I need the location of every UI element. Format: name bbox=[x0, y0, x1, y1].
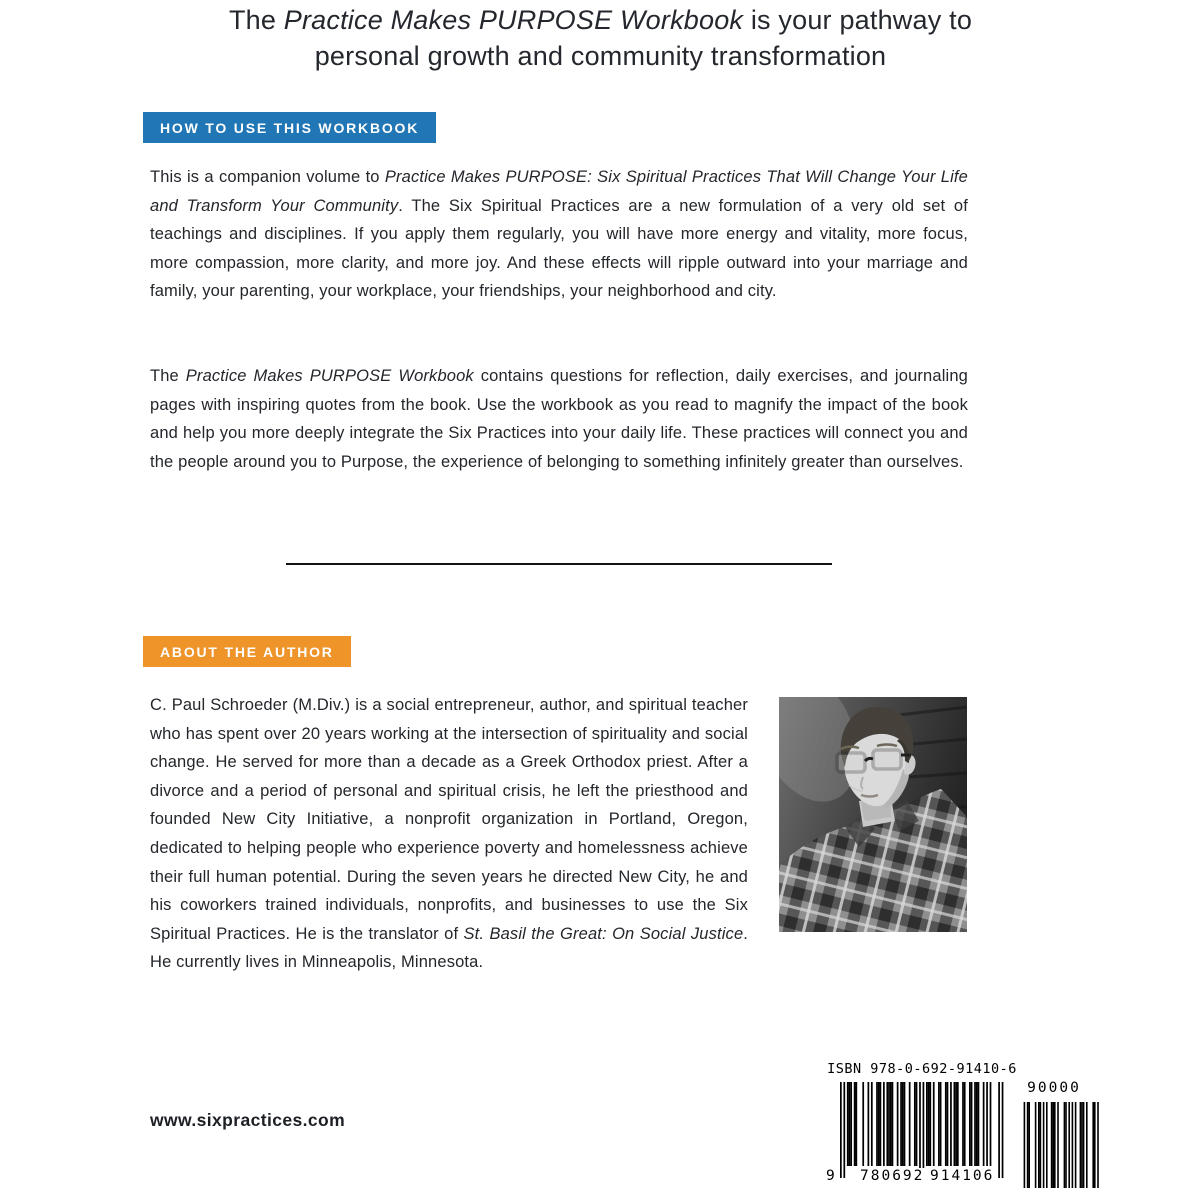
ean13-barcode bbox=[840, 1082, 1006, 1180]
how-to-use-badge: HOW TO USE THIS WORKBOOK bbox=[143, 112, 436, 143]
how-to-use-paragraph-2: The Practice Makes PURPOSE Workbook contains questions for reflection, daily exercises, and journaling pages with inspiring quotes from the book. Use the workbook as you read to magnify the impact of the book and help you more deeply integrate the Six Practices into your daily life. These practices will connect you and the people around you to Purpose, the experience of belonging to something infinitely greater than ourselves. bbox=[150, 367, 968, 471]
ean5-addon-barcode bbox=[1022, 1102, 1102, 1190]
cover-tagline: The Practice Makes PURPOSE Workbook is your pathway to personal growth and community transformation bbox=[228, 5, 973, 71]
website-url: www.sixpractices.com bbox=[150, 1110, 346, 1130]
isbn-number-label: ISBN 978-0-692-91410-6 bbox=[827, 1061, 1017, 1077]
how-to-use-paragraph-1: This is a companion volume to Practice Makes PURPOSE: Six Spiritual Practices That Will Change Your Life and Transform Your Community. The Six Spiritual Practices are a new formulation of a very old set of teachings and disciplines. If you apply them regularly, you will have more energy and vitality, more focus, more compassion, more clarity, and more joy. And these effects will ripple outward into your marriage and family, your parenting, your workplace, your friendships, your neighborhood and city. bbox=[150, 168, 968, 301]
section-divider bbox=[286, 563, 832, 565]
barcode-digit-group: 914106 bbox=[930, 1168, 995, 1184]
barcode-price-code: 90000 bbox=[1027, 1080, 1081, 1096]
author-bio: C. Paul Schroeder (M.Div.) is a social entrepreneur, author, and spiritual teacher who has spent over 20 years working at the intersection of spirituality and social change. He served for more than a decade as a Greek Orthodox priest. After a divorce and a period of personal and spiritual crisis, he left the priesthood and founded New City Initiative, a nonprofit organization in Portland, Oregon, dedicated to helping people who experience poverty and homelessness achieve their full human potential. During the seven years he directed New City, he and his coworkers trained individuals, nonprofits, and businesses to use the Six Spiritual Practices. He is the translator of St. Basil the Great: On Social Justice. He currently lives in Minneapolis, Minnesota. bbox=[150, 696, 749, 972]
barcode-digit-group: 9 bbox=[826, 1168, 837, 1184]
about-author-badge: ABOUT THE AUTHOR bbox=[143, 636, 351, 667]
isbn-barcode-block bbox=[822, 1058, 1090, 1201]
barcode-digit-group: 780692 bbox=[860, 1168, 925, 1184]
author-portrait-illustration bbox=[779, 697, 967, 932]
author-photo bbox=[779, 697, 967, 932]
